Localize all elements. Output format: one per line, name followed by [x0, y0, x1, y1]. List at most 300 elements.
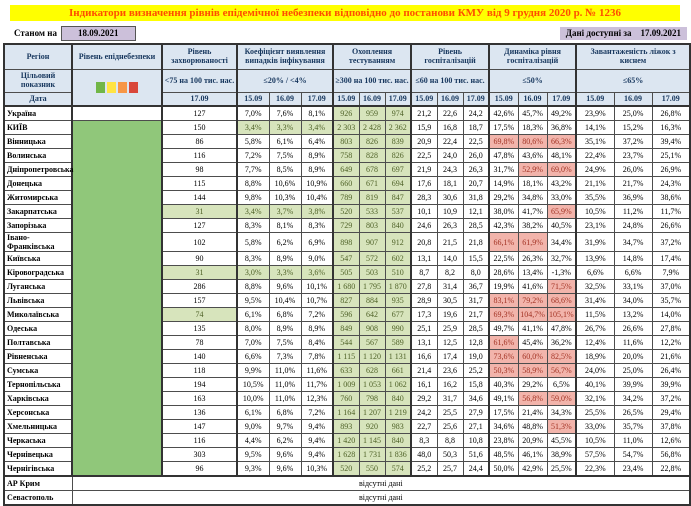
value-cell: 150 [162, 121, 237, 135]
value-cell: 983 [385, 420, 411, 434]
value-cell: 798 [359, 392, 385, 406]
epi-level-cell [72, 280, 162, 294]
epi-level-cell [72, 149, 162, 163]
value-cell: 25,1% [652, 149, 690, 163]
epi-level-cell [72, 121, 162, 135]
value-cell: 23,6 [437, 364, 463, 378]
region-row [4, 205, 690, 219]
value-cell: 7,5% [269, 336, 301, 350]
value-cell: 33,1% [614, 280, 652, 294]
value-cell: 633 [333, 364, 359, 378]
value-cell: 10,1% [301, 280, 333, 294]
value-cell: 28,6% [489, 266, 518, 280]
value-cell: 50,3% [489, 364, 518, 378]
date-header: 15.09 [411, 93, 437, 107]
date-header: 16.09 [359, 93, 385, 107]
region-name: Севастополь [4, 491, 72, 506]
region-name: Харківська [4, 392, 72, 406]
value-cell: 16,6 [411, 350, 437, 364]
value-cell: 35,1% [576, 135, 614, 149]
region-row [4, 177, 690, 191]
value-cell: 26,3 [463, 163, 489, 177]
region-row [4, 378, 690, 392]
value-cell: 18,3% [518, 121, 547, 135]
date-header: 17.09 [652, 93, 690, 107]
value-cell: 31,8 [463, 191, 489, 205]
value-cell: 26,3 [437, 219, 463, 233]
data-available-date: 17.09.2021 [640, 27, 681, 38]
value-cell: 25,9 [437, 322, 463, 336]
value-cell: 840 [385, 392, 411, 406]
value-cell: 1 145 [359, 434, 385, 448]
value-cell: 69,3% [489, 308, 518, 322]
value-cell: 96 [162, 462, 237, 477]
value-cell: 8,3% [301, 219, 333, 233]
value-cell: 48,1% [547, 149, 576, 163]
value-cell: 9,4% [301, 420, 333, 434]
value-cell: 3,7% [269, 205, 301, 219]
value-cell: 642 [359, 308, 385, 322]
epi-level-cell [72, 219, 162, 233]
value-cell: 41,7% [518, 205, 547, 219]
region-row [4, 233, 690, 252]
value-cell: 24,9% [576, 163, 614, 177]
value-cell: 10,0% [237, 392, 269, 406]
value-cell: 9,6% [269, 462, 301, 477]
value-cell: 8,9% [269, 252, 301, 266]
value-cell: 760 [333, 392, 359, 406]
epi-level-cell [72, 462, 162, 477]
value-cell: 61,9% [518, 233, 547, 252]
region-name: Тернопільська [4, 378, 72, 392]
epi-level-cell [72, 252, 162, 266]
region-name: Одеська [4, 322, 72, 336]
value-cell: 22,7 [411, 420, 437, 434]
value-cell: 42,9% [518, 462, 547, 477]
value-cell: 6,1% [237, 406, 269, 420]
value-cell: 25,6 [437, 420, 463, 434]
value-cell: 6,6% [614, 266, 652, 280]
value-cell: 31 [162, 266, 237, 280]
value-cell: 3,8% [301, 205, 333, 219]
header-epi-level: Рівень епіднебезпеки [72, 44, 162, 70]
value-cell: 38,6% [652, 191, 690, 205]
value-cell: 661 [385, 364, 411, 378]
value-cell: 6,4% [301, 135, 333, 149]
region-name: Житомирська [4, 191, 72, 205]
value-cell: 46,1% [518, 448, 547, 462]
date-header: 15.09 [333, 93, 359, 107]
target-hospitalization: ≤60 на 100 тис. нас. [411, 70, 489, 93]
value-cell: 26,0 [463, 149, 489, 163]
value-cell: 5,8% [237, 135, 269, 149]
value-cell: 2 362 [385, 121, 411, 135]
value-cell: 533 [359, 205, 385, 219]
value-cell: 10,5% [576, 434, 614, 448]
target-oxygen-beds: ≤65% [576, 70, 690, 93]
value-cell: 116 [162, 149, 237, 163]
value-cell: 32,1% [576, 392, 614, 406]
as-of-label: Станом на [14, 28, 57, 38]
value-cell: 10,9% [301, 177, 333, 191]
value-cell: 23,8% [489, 434, 518, 448]
value-cell: 8,7 [411, 266, 437, 280]
value-cell: 9,4% [301, 434, 333, 448]
value-cell: 24,2 [463, 106, 489, 121]
region-row [4, 350, 690, 364]
value-cell: 803 [333, 135, 359, 149]
value-cell: 9,7% [269, 420, 301, 434]
value-cell: 8,9% [301, 322, 333, 336]
date-header: 17.09 [301, 93, 333, 107]
date-header: 15.09 [576, 93, 614, 107]
value-cell: 86 [162, 135, 237, 149]
value-cell: 544 [333, 336, 359, 350]
value-cell: 18,1 [437, 177, 463, 191]
value-cell: 7,7% [237, 163, 269, 177]
value-cell: 839 [385, 135, 411, 149]
value-cell: 729 [333, 219, 359, 233]
value-cell: 22,4% [576, 149, 614, 163]
value-cell: 789 [333, 191, 359, 205]
value-cell: 69,0% [547, 163, 576, 177]
value-cell: 884 [359, 294, 385, 308]
value-cell: 27,9 [463, 406, 489, 420]
value-cell: 1 420 [333, 434, 359, 448]
value-cell: 17,4% [652, 252, 690, 266]
value-cell: 12,8 [463, 336, 489, 350]
value-cell: 10,4% [301, 191, 333, 205]
value-cell: 17,5% [489, 406, 518, 420]
value-cell: 847 [385, 191, 411, 205]
value-cell: 1 053 [359, 378, 385, 392]
value-cell: 118 [162, 364, 237, 378]
epi-level-cell [72, 106, 162, 121]
region-row [4, 406, 690, 420]
region-row [4, 420, 690, 434]
value-cell: 11,6% [301, 364, 333, 378]
value-cell: 8,8% [237, 177, 269, 191]
epi-level-cell [72, 434, 162, 448]
value-cell: 1 009 [333, 378, 359, 392]
value-cell: 5,8% [237, 233, 269, 252]
value-cell: 3,4% [237, 121, 269, 135]
no-data-row [4, 491, 690, 506]
value-cell: 34,7% [614, 233, 652, 252]
meta-row [3, 25, 687, 41]
value-cell: 34,4% [547, 233, 576, 252]
no-data-cell: відсутні дані [72, 491, 690, 506]
value-cell: 840 [385, 434, 411, 448]
region-row [4, 392, 690, 406]
value-cell: 140 [162, 350, 237, 364]
legend-orange-square [118, 82, 127, 93]
value-cell: 8,9% [301, 149, 333, 163]
value-cell: 29,2% [489, 191, 518, 205]
value-cell: 8,4% [301, 336, 333, 350]
value-cell: 10,4% [269, 294, 301, 308]
value-cell: 105,1% [547, 308, 576, 322]
value-cell: 26,9% [652, 163, 690, 177]
value-cell: 12,1 [463, 205, 489, 219]
value-cell: 25,2 [463, 364, 489, 378]
value-cell: 35,7% [652, 294, 690, 308]
data-available-label: Дані доступні за [565, 27, 632, 38]
value-cell: 9,6% [269, 448, 301, 462]
date-header: 15.09 [489, 93, 518, 107]
value-cell: 21,7 [463, 308, 489, 322]
value-cell: 35,5% [576, 191, 614, 205]
header-testing-coverage: Охоплення тестуванням [333, 44, 411, 70]
corner-region-label: Регіон [4, 44, 72, 70]
epi-level-cell [72, 163, 162, 177]
value-cell: 20,0% [614, 350, 652, 364]
value-cell: 649 [333, 163, 359, 177]
as-of-block [14, 26, 136, 41]
value-cell: 17,4 [437, 350, 463, 364]
date-header: 15.09 [237, 93, 269, 107]
epi-level-cell [72, 392, 162, 406]
value-cell: 11,7% [652, 205, 690, 219]
value-cell: 104,7% [518, 308, 547, 322]
value-cell: 15,8 [463, 378, 489, 392]
value-cell: 56,7% [547, 364, 576, 378]
value-cell: 22,5% [489, 252, 518, 266]
value-cell: 31,7 [463, 294, 489, 308]
value-cell: 31 [162, 205, 237, 219]
value-cell: 10,7% [301, 294, 333, 308]
value-cell: 29,4% [652, 406, 690, 420]
value-cell: 907 [359, 233, 385, 252]
region-name: Черкаська [4, 434, 72, 448]
epi-level-cell [72, 420, 162, 434]
value-cell: 25,0% [614, 106, 652, 121]
value-cell: 24,6 [411, 219, 437, 233]
value-cell: 26,6% [652, 219, 690, 233]
value-cell: 36,2% [547, 336, 576, 350]
value-cell: 2 303 [333, 121, 359, 135]
value-cell: 26,7% [576, 322, 614, 336]
value-cell: 11,7% [301, 378, 333, 392]
value-cell: 50,3 [437, 448, 463, 462]
region-name: Донецька [4, 177, 72, 191]
value-cell: 25,5% [547, 462, 576, 477]
value-cell: 68,6% [547, 294, 576, 308]
value-cell: 48,0 [411, 448, 437, 462]
value-cell: 6,1% [237, 308, 269, 322]
value-cell: 37,0% [652, 280, 690, 294]
value-cell: 144 [162, 191, 237, 205]
value-cell: 803 [359, 219, 385, 233]
value-cell: 37,2% [652, 233, 690, 252]
as-of-date: 18.09.2021 [61, 26, 136, 41]
value-cell: 6,2% [269, 233, 301, 252]
value-cell: 41,6% [518, 280, 547, 294]
value-cell: 34,2% [614, 392, 652, 406]
value-cell: 3,3% [269, 266, 301, 280]
value-cell: 9,8% [237, 191, 269, 205]
epi-level-cell [72, 364, 162, 378]
value-cell: 9,5% [237, 294, 269, 308]
header-detection-coefficient: Коефіцієнт виявлення випадків інфікування [237, 44, 333, 70]
value-cell: 849 [333, 322, 359, 336]
value-cell: 79,2% [518, 294, 547, 308]
value-cell: 24,0% [576, 364, 614, 378]
header-target-row [4, 70, 690, 93]
value-cell: 14,0 [437, 252, 463, 266]
value-cell: 8,0% [237, 322, 269, 336]
value-cell: 135 [162, 322, 237, 336]
value-cell: 136 [162, 406, 237, 420]
date-header: 17.09 [463, 93, 489, 107]
value-cell: 11,0% [269, 364, 301, 378]
value-cell: 12,3% [301, 392, 333, 406]
value-cell: 17,5% [489, 121, 518, 135]
epi-level-cell [72, 233, 162, 252]
value-cell: 23,9% [576, 106, 614, 121]
legend-green-square [96, 82, 105, 93]
value-cell: 6,6% [576, 266, 614, 280]
value-cell: 37,8% [652, 420, 690, 434]
value-cell: 42,3% [489, 219, 518, 233]
value-cell: 567 [359, 336, 385, 350]
value-cell: 56,8% [652, 448, 690, 462]
value-cell: 10,5% [576, 205, 614, 219]
value-cell: 40,3% [489, 378, 518, 392]
value-cell: 1 795 [359, 280, 385, 294]
value-cell: 1 219 [385, 406, 411, 420]
epi-level-cell [72, 448, 162, 462]
value-cell: 520 [333, 462, 359, 477]
value-cell: 6,2% [269, 434, 301, 448]
value-cell: 31,9% [576, 233, 614, 252]
value-cell: 671 [359, 177, 385, 191]
value-cell: 6,8% [269, 406, 301, 420]
value-cell: 547 [333, 252, 359, 266]
value-cell: 52,9% [518, 163, 547, 177]
value-cell: 503 [359, 266, 385, 280]
date-header: 17.09 [162, 93, 237, 107]
value-cell: 7,5% [269, 149, 301, 163]
value-cell: 920 [359, 420, 385, 434]
value-cell: 194 [162, 378, 237, 392]
value-cell: 31,7 [437, 392, 463, 406]
value-cell: 22,5 [463, 135, 489, 149]
region-row [4, 280, 690, 294]
value-cell: 286 [162, 280, 237, 294]
date-header: 17.09 [385, 93, 411, 107]
value-cell: 8,9% [269, 322, 301, 336]
value-cell: 7,2% [301, 406, 333, 420]
value-cell: 17,3 [411, 308, 437, 322]
value-cell: 39,9% [652, 378, 690, 392]
value-cell: 22,5 [411, 149, 437, 163]
value-cell: 628 [359, 364, 385, 378]
value-cell: 26,4% [652, 364, 690, 378]
value-cell: 959 [359, 106, 385, 121]
value-cell: 69,8% [489, 135, 518, 149]
value-cell: 22,4 [437, 135, 463, 149]
value-cell: 303 [162, 448, 237, 462]
value-cell: 73,6% [489, 350, 518, 364]
value-cell: 12,6% [652, 434, 690, 448]
target-detection: ≤20% / <4% [237, 70, 333, 93]
value-cell: 59,0% [547, 392, 576, 406]
value-cell: 21,5 [437, 233, 463, 252]
region-name: Запорізька [4, 219, 72, 233]
region-row [4, 135, 690, 149]
value-cell: 41,1% [518, 322, 547, 336]
legend-red-square [129, 82, 138, 93]
value-cell: 10,3% [269, 191, 301, 205]
value-cell: 11,0% [269, 378, 301, 392]
value-cell: 30,6 [437, 191, 463, 205]
value-cell: 537 [385, 205, 411, 219]
value-cell: 758 [333, 149, 359, 163]
value-cell: 80,6% [518, 135, 547, 149]
value-cell: 127 [162, 106, 237, 121]
value-cell: 7,6% [269, 106, 301, 121]
value-cell: 24,0 [437, 149, 463, 163]
value-cell: 520 [333, 205, 359, 219]
value-cell: 893 [333, 420, 359, 434]
epi-level-cell [72, 378, 162, 392]
value-cell: 21,7% [614, 177, 652, 191]
value-cell: 990 [385, 322, 411, 336]
value-cell: 26,8% [652, 106, 690, 121]
epi-level-cell [72, 266, 162, 280]
date-header: 16.09 [269, 93, 301, 107]
value-cell: 18,9% [576, 350, 614, 364]
value-cell: 31,7% [489, 163, 518, 177]
region-name: Рівненська [4, 350, 72, 364]
header-hospitalization-level: Рівень госпіталізацій [411, 44, 489, 70]
value-cell: 58,9% [518, 364, 547, 378]
value-cell: 32,5% [576, 280, 614, 294]
value-cell: 39,4% [652, 135, 690, 149]
value-cell: 49,1% [489, 392, 518, 406]
value-cell: 34,0% [614, 294, 652, 308]
value-cell: 49,7% [489, 322, 518, 336]
epi-level-cell [72, 336, 162, 350]
value-cell: 10,3% [301, 462, 333, 477]
value-cell: 1 836 [385, 448, 411, 462]
value-cell: 32,7% [547, 252, 576, 266]
region-name: Львівська [4, 294, 72, 308]
data-available-banner [560, 27, 687, 40]
value-cell: 33,0% [576, 420, 614, 434]
corner-target-label: Цільовий показник [4, 70, 72, 93]
value-cell: 20,7 [463, 177, 489, 191]
value-cell: 36,7 [463, 280, 489, 294]
value-cell: 1 062 [385, 378, 411, 392]
region-row [4, 434, 690, 448]
value-cell: 36,9% [614, 191, 652, 205]
value-cell: 30,5 [437, 294, 463, 308]
value-cell: 10,9 [437, 205, 463, 219]
value-cell: 78 [162, 336, 237, 350]
value-cell: 16,3% [652, 121, 690, 135]
value-cell: 13,2% [614, 308, 652, 322]
header-hospitalization-dynamics: Динаміка рівня госпіталізацій [489, 44, 576, 70]
value-cell: 1 164 [333, 406, 359, 420]
value-cell: 7,3% [269, 350, 301, 364]
value-cell: 589 [385, 336, 411, 350]
region-name: Херсонська [4, 406, 72, 420]
header-oxygen-beds-load: Завантаженість ліжок з киснем [576, 44, 690, 70]
value-cell: 11,6% [614, 336, 652, 350]
value-cell: 24,3% [652, 177, 690, 191]
